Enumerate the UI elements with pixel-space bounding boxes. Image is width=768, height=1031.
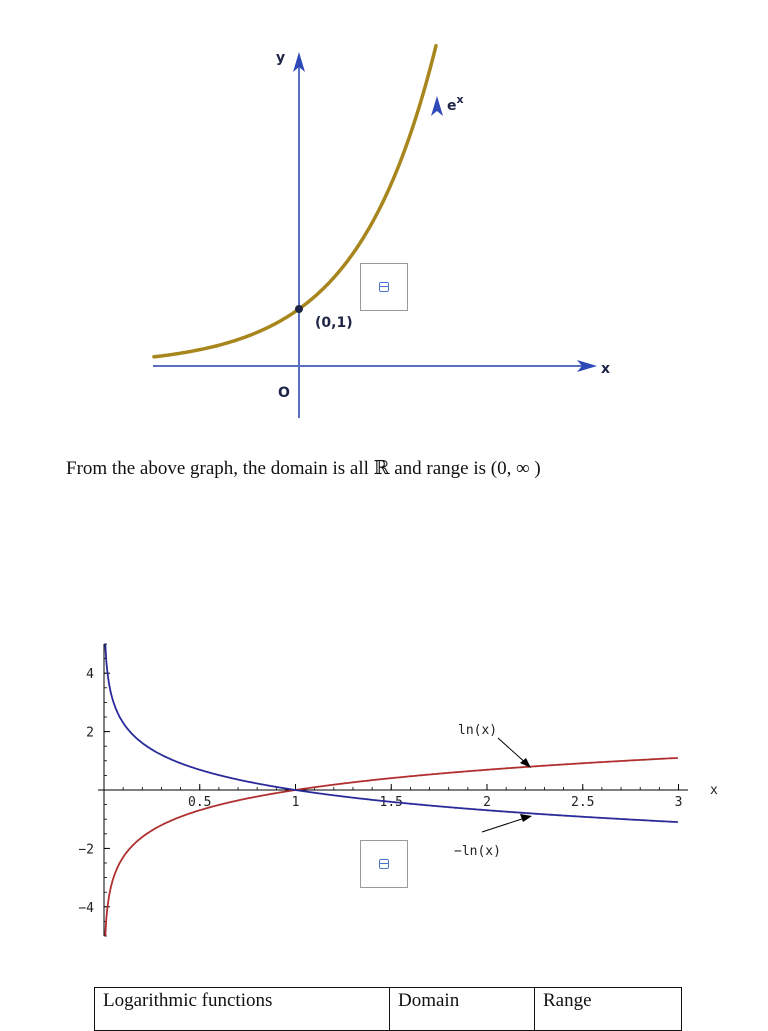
image-placeholder-icon bbox=[379, 282, 389, 292]
curve-label-base: e bbox=[447, 98, 457, 114]
table-header-cell: Range bbox=[535, 988, 682, 1031]
neg-ln-pointer-head bbox=[520, 814, 532, 822]
image-placeholder-1 bbox=[360, 263, 408, 311]
x-tick-label: 1.5 bbox=[379, 795, 403, 810]
x-tick-label: 2.5 bbox=[571, 795, 595, 810]
ln-curve-label: ln(x) bbox=[458, 723, 498, 738]
logarithm-chart bbox=[0, 620, 768, 950]
y-axis-label: y bbox=[276, 50, 286, 66]
domain-range-caption bbox=[66, 457, 541, 480]
neg-ln-curve-label: −ln(x) bbox=[454, 844, 501, 859]
image-placeholder-2 bbox=[360, 840, 408, 888]
origin-label: O bbox=[278, 385, 290, 401]
curve-label-exp: x bbox=[456, 93, 464, 106]
exp-curve-arrow bbox=[431, 96, 443, 116]
neg-ln-pointer bbox=[482, 817, 528, 832]
x-tick-label: 2 bbox=[483, 795, 491, 810]
curve-label bbox=[447, 93, 464, 114]
caption-post: and range is (0, ∞ ) bbox=[389, 458, 541, 479]
chart-x-axis-label: x bbox=[710, 783, 718, 798]
y-tick-label: −4 bbox=[78, 900, 94, 916]
x-axis-label: x bbox=[601, 361, 611, 377]
image-placeholder-icon bbox=[379, 859, 389, 869]
table-header-cell: Logarithmic functions bbox=[95, 988, 390, 1031]
x-tick-label: 3 bbox=[674, 795, 683, 810]
exponential-graph bbox=[0, 0, 768, 440]
y-tick-label: 4 bbox=[86, 667, 94, 683]
y-tick-label: 2 bbox=[86, 725, 94, 741]
real-numbers-symbol: ℝ bbox=[373, 457, 390, 479]
table-header-cell: Domain bbox=[390, 988, 535, 1031]
x-tick-label: 1 bbox=[291, 795, 300, 810]
y-tick-label: −2 bbox=[78, 842, 94, 858]
x-tick-label: 0.5 bbox=[188, 795, 212, 810]
table-header-row bbox=[95, 988, 682, 1031]
point-0-1 bbox=[295, 305, 303, 313]
point-label: (0,1) bbox=[315, 315, 353, 331]
logarithmic-functions-table bbox=[94, 987, 682, 1031]
chart-axes bbox=[98, 644, 688, 936]
caption-pre: From the above graph, the domain is all bbox=[66, 458, 374, 479]
